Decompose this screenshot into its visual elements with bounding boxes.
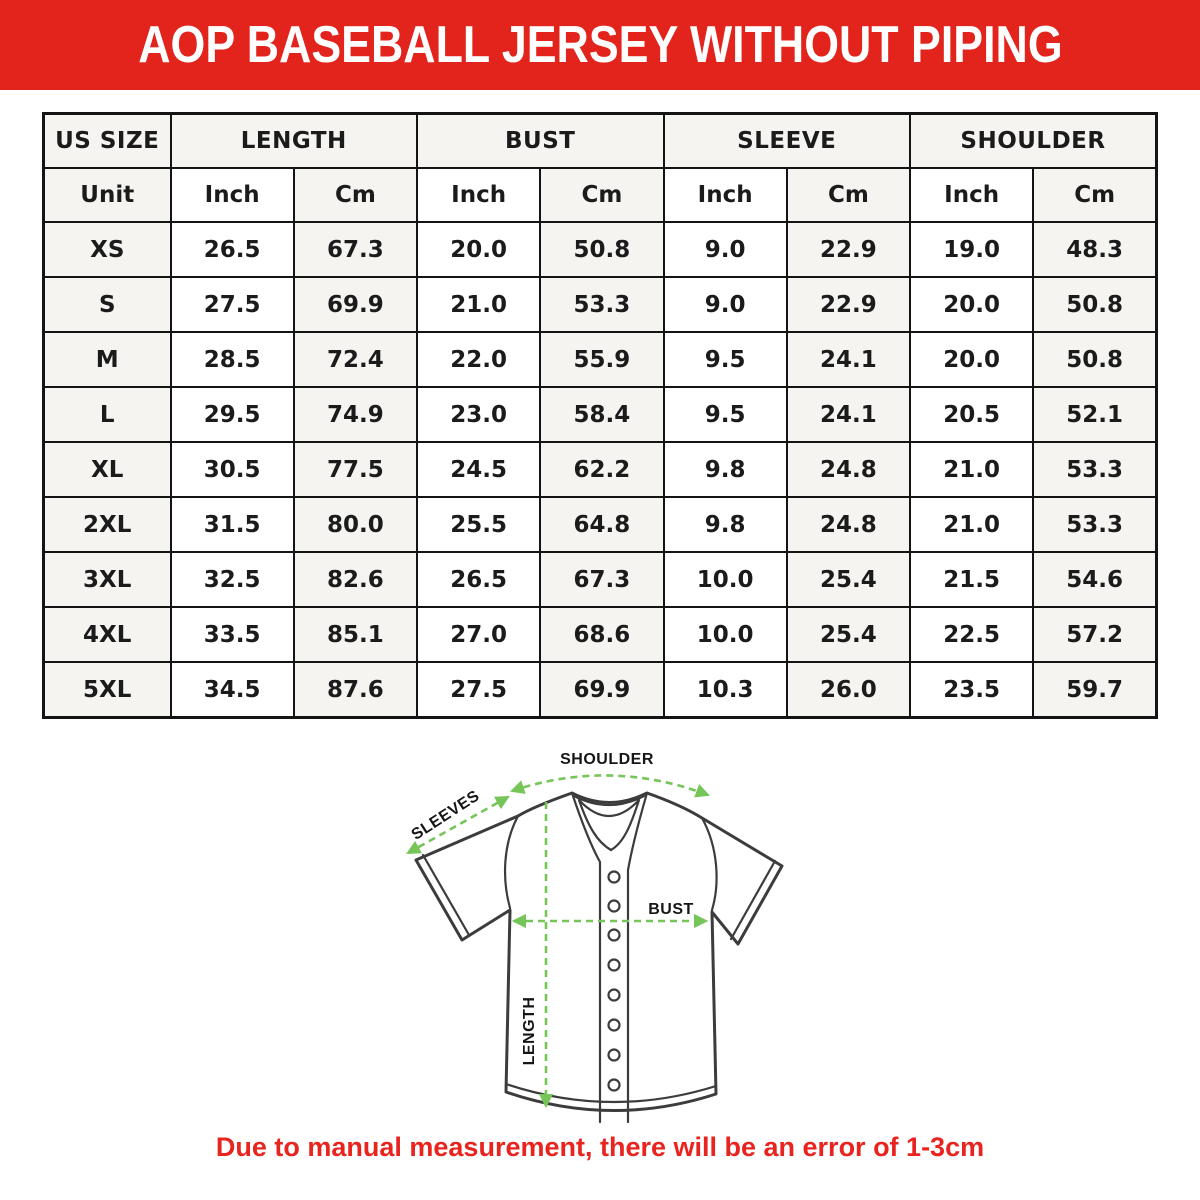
unit-header-cell: Cm	[294, 168, 417, 222]
value-cell: 34.5	[171, 662, 294, 718]
value-cell: 26.5	[417, 552, 540, 607]
value-cell: 24.1	[787, 387, 910, 442]
value-cell: 24.8	[787, 442, 910, 497]
size-cell: M	[44, 332, 171, 387]
value-cell: 58.4	[540, 387, 663, 442]
value-cell: 20.0	[910, 332, 1033, 387]
value-cell: 82.6	[294, 552, 417, 607]
value-cell: 53.3	[1033, 497, 1156, 552]
size-cell: L	[44, 387, 171, 442]
unit-header-row	[44, 168, 1157, 222]
table-row	[44, 607, 1157, 662]
table-row	[44, 222, 1157, 277]
value-cell: 87.6	[294, 662, 417, 718]
value-cell: 53.3	[540, 277, 663, 332]
value-cell: 22.0	[417, 332, 540, 387]
value-cell: 64.8	[540, 497, 663, 552]
unit-header-cell: Inch	[417, 168, 540, 222]
value-cell: 52.1	[1033, 387, 1156, 442]
value-cell: 74.9	[294, 387, 417, 442]
value-cell: 19.0	[910, 222, 1033, 277]
value-cell: 20.5	[910, 387, 1033, 442]
value-cell: 67.3	[294, 222, 417, 277]
table-row	[44, 442, 1157, 497]
value-cell: 72.4	[294, 332, 417, 387]
table-row	[44, 277, 1157, 332]
value-cell: 55.9	[540, 332, 663, 387]
table-row	[44, 552, 1157, 607]
value-cell: 23.5	[910, 662, 1033, 718]
value-cell: 85.1	[294, 607, 417, 662]
col-header-sleeve: SLEEVE	[664, 114, 911, 169]
value-cell: 20.0	[910, 277, 1033, 332]
value-cell: 22.5	[910, 607, 1033, 662]
value-cell: 27.5	[171, 277, 294, 332]
value-cell: 9.0	[664, 277, 787, 332]
unit-header-cell: Inch	[171, 168, 294, 222]
value-cell: 54.6	[1033, 552, 1156, 607]
value-cell: 67.3	[540, 552, 663, 607]
unit-header-cell: Cm	[787, 168, 910, 222]
value-cell: 9.5	[664, 387, 787, 442]
header-banner	[0, 0, 1200, 90]
table-row	[44, 662, 1157, 718]
value-cell: 23.0	[417, 387, 540, 442]
value-cell: 22.9	[787, 277, 910, 332]
page-title: AOP BASEBALL JERSEY WITHOUT PIPING	[137, 16, 1063, 74]
value-cell: 69.9	[540, 662, 663, 718]
size-cell: 3XL	[44, 552, 171, 607]
value-cell: 80.0	[294, 497, 417, 552]
bust-label: BUST	[648, 901, 694, 918]
value-cell: 50.8	[540, 222, 663, 277]
unit-header-cell: Inch	[910, 168, 1033, 222]
size-cell: XS	[44, 222, 171, 277]
unit-header-cell: Inch	[664, 168, 787, 222]
size-chart-table	[42, 112, 1158, 719]
length-label: LENGTH	[521, 996, 538, 1066]
value-cell: 10.0	[664, 607, 787, 662]
value-cell: 21.0	[417, 277, 540, 332]
value-cell: 25.4	[787, 607, 910, 662]
jersey-measurement-diagram	[390, 748, 810, 1138]
value-cell: 29.5	[171, 387, 294, 442]
shoulder-label: SHOULDER	[560, 751, 654, 768]
col-header-bust: BUST	[417, 114, 664, 169]
measurement-note: Due to manual measurement, there will be an error of 1-3cm	[215, 1132, 985, 1162]
value-cell: 10.0	[664, 552, 787, 607]
table-row	[44, 497, 1157, 552]
value-cell: 48.3	[1033, 222, 1156, 277]
value-cell: 27.0	[417, 607, 540, 662]
value-cell: 31.5	[171, 497, 294, 552]
value-cell: 32.5	[171, 552, 294, 607]
value-cell: 21.0	[910, 442, 1033, 497]
column-group-header-row	[44, 114, 1157, 169]
table-row	[44, 332, 1157, 387]
col-header-shoulder: SHOULDER	[910, 114, 1157, 169]
shoulder-measure-line	[512, 775, 708, 795]
value-cell: 21.5	[910, 552, 1033, 607]
col-header-us-size: US SIZE	[44, 114, 171, 169]
value-cell: 21.0	[910, 497, 1033, 552]
value-cell: 30.5	[171, 442, 294, 497]
size-cell: 2XL	[44, 497, 171, 552]
value-cell: 77.5	[294, 442, 417, 497]
unit-header-cell: Unit	[44, 168, 171, 222]
value-cell: 57.2	[1033, 607, 1156, 662]
value-cell: 59.7	[1033, 662, 1156, 718]
size-cell: S	[44, 277, 171, 332]
value-cell: 62.2	[540, 442, 663, 497]
value-cell: 24.5	[417, 442, 540, 497]
value-cell: 50.8	[1033, 277, 1156, 332]
sleeves-label: SLEEVES	[408, 787, 483, 844]
unit-header-cell: Cm	[540, 168, 663, 222]
size-cell: 5XL	[44, 662, 171, 718]
value-cell: 33.5	[171, 607, 294, 662]
value-cell: 27.5	[417, 662, 540, 718]
table-row	[44, 387, 1157, 442]
value-cell: 68.6	[540, 607, 663, 662]
value-cell: 9.0	[664, 222, 787, 277]
value-cell: 20.0	[417, 222, 540, 277]
value-cell: 10.3	[664, 662, 787, 718]
value-cell: 22.9	[787, 222, 910, 277]
size-cell: XL	[44, 442, 171, 497]
value-cell: 26.0	[787, 662, 910, 718]
value-cell: 9.8	[664, 497, 787, 552]
value-cell: 69.9	[294, 277, 417, 332]
value-cell: 53.3	[1033, 442, 1156, 497]
value-cell: 26.5	[171, 222, 294, 277]
size-cell: 4XL	[44, 607, 171, 662]
unit-header-cell: Cm	[1033, 168, 1156, 222]
value-cell: 25.4	[787, 552, 910, 607]
value-cell: 9.8	[664, 442, 787, 497]
value-cell: 50.8	[1033, 332, 1156, 387]
value-cell: 25.5	[417, 497, 540, 552]
value-cell: 28.5	[171, 332, 294, 387]
value-cell: 24.1	[787, 332, 910, 387]
col-header-length: LENGTH	[171, 114, 418, 169]
value-cell: 9.5	[664, 332, 787, 387]
value-cell: 24.8	[787, 497, 910, 552]
